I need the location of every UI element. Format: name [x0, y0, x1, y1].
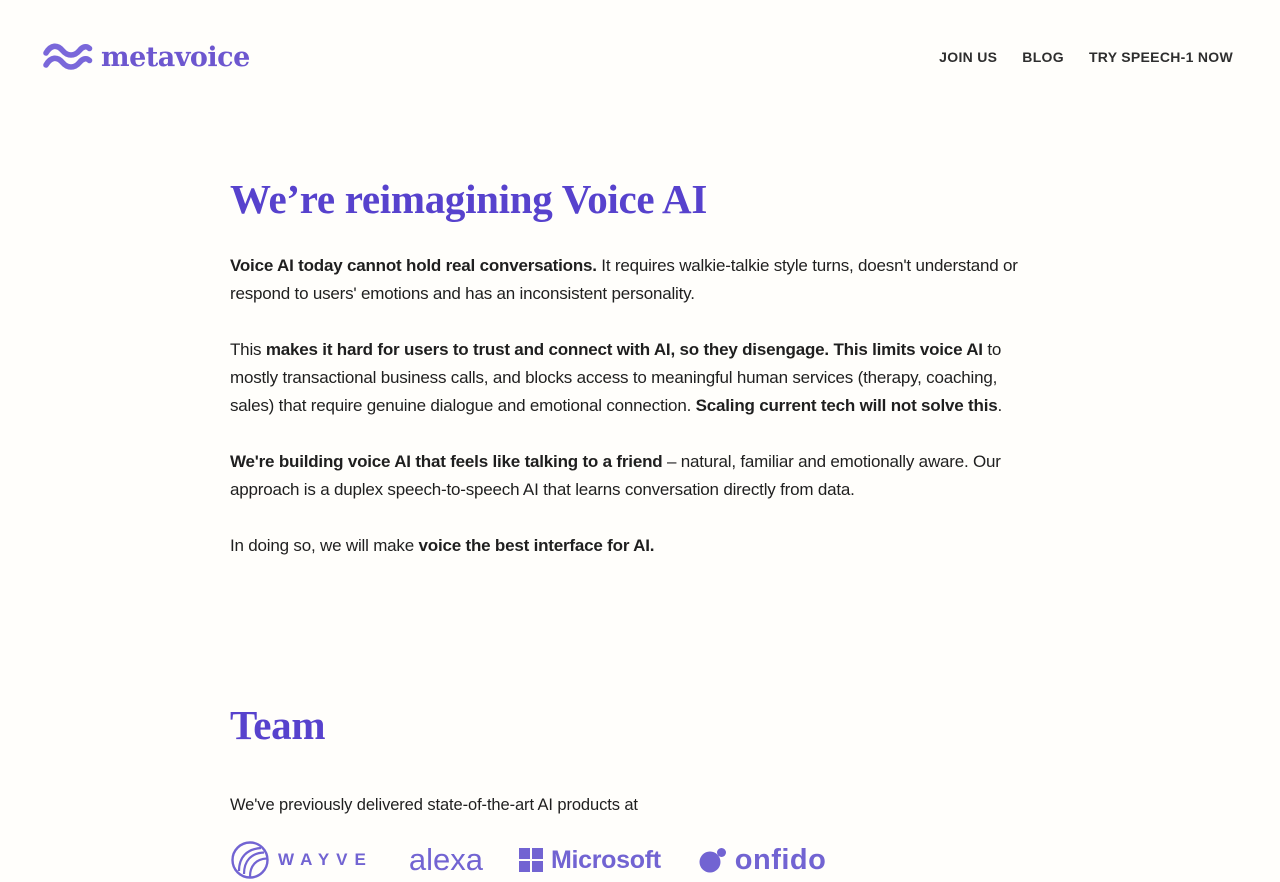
bold-text: voice the best interface for AI.	[418, 536, 655, 555]
body-text: In doing so, we will make	[230, 536, 419, 555]
paragraph-solution	[230, 448, 1042, 504]
body-text: This	[230, 340, 266, 359]
brand-name: metavoice	[101, 41, 250, 73]
partner-alexa	[409, 838, 483, 882]
header	[0, 0, 1280, 84]
body-text: – natural, familiar and emotionally aware. Our approach is a duplex speech-to-speech AI that learns conversation directly from data.	[230, 452, 1001, 499]
partner-microsoft	[519, 838, 661, 882]
nav-item-try-speech-1[interactable]: TRY SPEECH-1 NOW	[1088, 49, 1233, 65]
bold-text: We're building voice AI that feels like talking to a friend	[230, 452, 663, 471]
onfido-icon	[697, 846, 727, 874]
team-intro: We've previously delivered state-of-the-art AI products at	[230, 796, 638, 814]
main-content	[230, 177, 1042, 882]
bold-text: Scaling current tech will not solve this	[695, 396, 998, 415]
wave-icon	[43, 41, 93, 74]
brand-logo[interactable]	[43, 41, 250, 74]
paragraph-problem	[230, 252, 1042, 308]
partner-onfido	[697, 838, 827, 882]
bold-text: makes it hard for users to trust and connect with AI, so they disengage. This limits voice AI	[265, 340, 983, 359]
nav-item-blog[interactable]: BLOG	[1022, 49, 1064, 65]
partner-logos	[230, 838, 1042, 882]
team-title: Team	[230, 702, 326, 748]
microsoft-icon	[519, 848, 543, 872]
wayve-wordmark: WAYVE	[278, 850, 373, 869]
body-text: .	[997, 396, 1002, 415]
wayve-icon	[230, 840, 270, 880]
partner-wayve	[230, 838, 373, 882]
paragraph-impact	[230, 336, 1042, 420]
alexa-wordmark: alexa	[408, 842, 483, 877]
main-nav	[939, 49, 1233, 65]
onfido-wordmark: onfido	[734, 843, 827, 876]
microsoft-wordmark: Microsoft	[550, 845, 661, 874]
body-text: It requires walkie-talkie style turns, doesn't understand or respond to users' emotions and has an inconsistent personality.	[230, 256, 1018, 303]
bold-text: Voice AI today cannot hold real conversations.	[230, 256, 597, 275]
page-title: We’re reimagining Voice AI	[230, 176, 707, 222]
team-section	[230, 703, 1042, 882]
nav-item-join-us[interactable]: JOIN US	[939, 49, 998, 65]
hero-section	[230, 177, 1042, 560]
paragraph-vision	[230, 532, 1042, 560]
body-text: to mostly transactional business calls, and blocks access to meaningful human services (therapy, coaching, sales) that require genuine dialogue and emotional connection.	[230, 340, 1002, 415]
hero-copy	[230, 252, 1042, 560]
